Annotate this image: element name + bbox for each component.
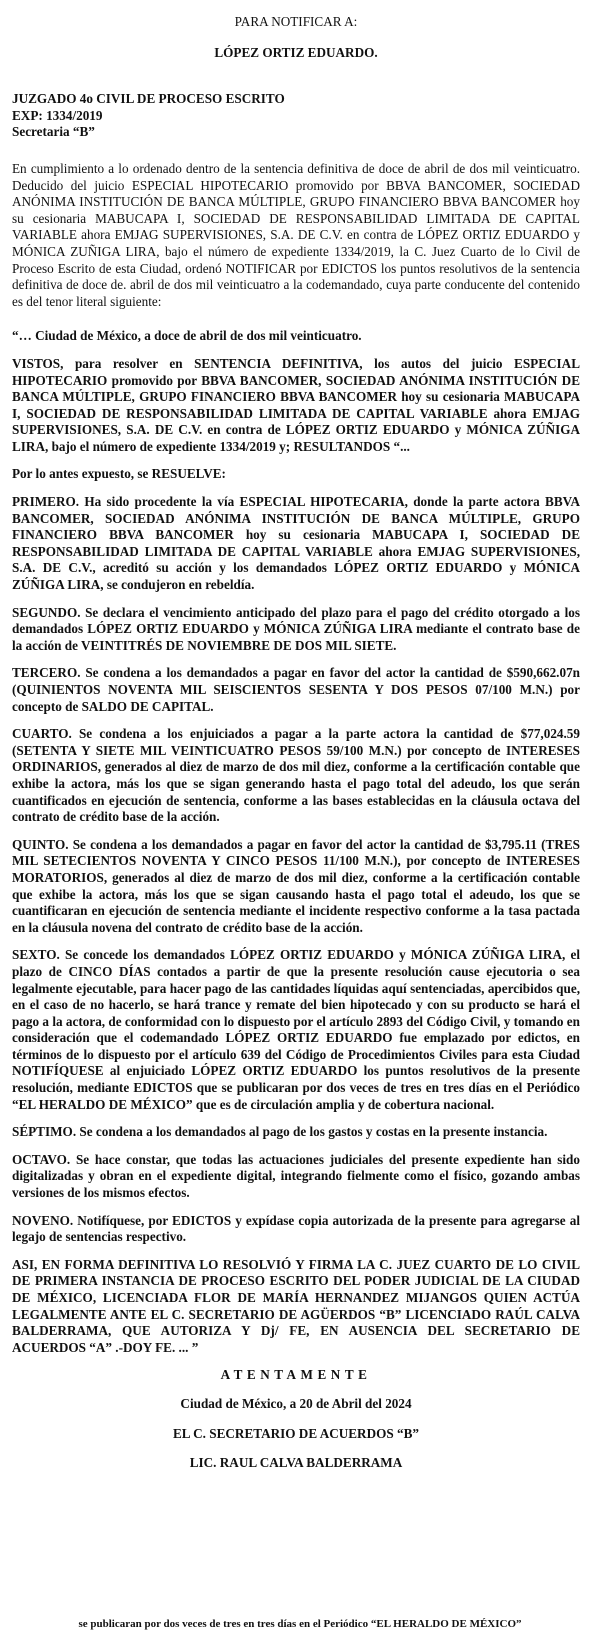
secretaria-label: Secretaria “B” bbox=[12, 124, 95, 140]
quote-opening: “… Ciudad de México, a doce de abril de dos mil veinticuatro. bbox=[12, 328, 362, 344]
signature-name: LIC. RAUL CALVA BALDERRAMA bbox=[189, 1455, 403, 1471]
recipient-name: LÓPEZ ORTIZ EDUARDO. bbox=[214, 44, 378, 60]
point-primero: PRIMERO. Ha sido procedente la vía ESPECIAL HIPOTECARIA, donde la parte actora BBVA BANCOMER, SOCIEDAD ANÓNIMA INSTITUCIÓN DE BANCA MÚLTIPLE, GRUPO FINANCIERO BBVA BANCOMER hoy su cesionaria MABUCAPA I, SOCIEDAD DE RESPONSABILIDAD LIMITADA DE CAPITAL VARIABLE ahora EMJAG SUPERVISIONES, S.A. DE C.V., acreditó su acción y los demandados LÓPEZ ORTIZ EDUARDO y MÓNICA ZÚÑIGA LIRA, se condujeron en rebeldía. bbox=[12, 494, 580, 593]
court-block bbox=[12, 91, 580, 141]
signature-date: Ciudad de México, a 20 de Abril del 2024 bbox=[180, 1395, 412, 1411]
case-number: EXP: 1334/2019 bbox=[12, 107, 103, 123]
closing-paragraph: ASI, EN FORMA DEFINITIVA LO RESOLVIÓ Y FIRMA LA C. JUEZ CUARTO DE LO CIVIL DE PRIMERA INSTANCIA DE PROCESO ESCRITO DEL PODER JUDICIAL DE LA CIUDAD DE MÉXICO, LICENCIADA FLOR DE MARÍA HERNANDEZ MIJANGOS QUIEN ACTÚA LEGALMENTE ANTE EL C. SECRETARIO DE AGÜERDOS “B” LICENCIADO RAÚL CALVA BALDERRAMA, QUE AUTORIZA Y Dj/ FE, EN AUSENCIA DEL SECRETARIO DE ACUERDOS “A” .-DOY FE. ... ” bbox=[12, 1256, 580, 1355]
point-tercero: TERCERO. Se condena a los demandados a pagar en favor del actor la cantidad de $590,662.07n (QUINIENTOS NOVENTA MIL SEISCIENTOS SESENTA Y DOS PESOS 07/100 M.N.) por concepto de SALDO DE CAPITAL. bbox=[12, 665, 580, 714]
court-name: JUZGADO 4o CIVIL DE PROCESO ESCRITO bbox=[12, 91, 285, 107]
notify-heading: PARA NOTIFICAR A: bbox=[234, 14, 358, 29]
signature-role: EL C. SECRETARIO DE ACUERDOS “B” bbox=[173, 1425, 419, 1441]
atentamente-heading: ATENTAMENTE bbox=[220, 1367, 372, 1383]
intro-paragraph: En cumplimiento a lo ordenado dentro de la sentencia definitiva de doce de abril de dos mil veinticuatro. Deducido del juicio ESPECIAL HIPOTECARIO promovido por BBVA BANCOMER, SOCIEDAD ANÓNIMA INSTITUCIÓN DE BANCA MÚLTIPLE, GRUPO FINANCIERO BBVA BANCOMER hoy su cesionaria MABUCAPA I, SOCIEDAD DE RESPONSABILIDAD LIMITADA DE CAPITAL VARIABLE ahora EMJAG SUPERVISIONES, S.A. DE C.V. en contra de LÓPEZ ORTIZ EDUARDO y MÓNICA ZUÑIGA LIRA, bajo el número de expediente 1334/2019, la C. Juez Cuarto de lo Civil de Proceso Escrito de esta Ciudad, ordenó NOTIFICAR por EDICTOS los puntos resolutivos de la sentencia definitiva de doce de. abril de dos mil veinticuatro a la codemandado, cuya parte conducente del contenido es del tenor literal siguiente: bbox=[12, 160, 580, 309]
point-noveno: NOVENO. Notifíquese, por EDICTOS y expídase copia autorizada de la presente para agregarse al legajo de sentencias respectivo. bbox=[12, 1212, 580, 1245]
publication-footer: se publicaran por dos veces de tres en tres días en el Periódico “EL HERALDO DE MÉXICO” bbox=[78, 1618, 522, 1630]
point-septimo: SÉPTIMO. Se condena a los demandados al pago de los gastos y costas en la presente instancia. bbox=[12, 1124, 548, 1140]
point-octavo: OCTAVO. Se hace constar, que todas las actuaciones judiciales del presente expediente han sido digitalizadas y obran en el expediente digital, integrando fielmente como el físico, gozando ambas versiones de los mismos efectos. bbox=[12, 1151, 580, 1201]
resuelve-heading: Por lo antes expuesto, se RESUELVE: bbox=[12, 466, 226, 482]
point-quinto: QUINTO. Se condena a los demandados a pagar en favor del actor la cantidad de $3,795.11 (TRES MIL SETECIENTOS NOVENTA Y CINCO PESOS 11/100 M.N.), por concepto de INTERESES MORATORIOS, generados al diez de marzo de dos mil diez, conforme a la certificación contable que exhibe la actora, más los que se sigan causando hasta el pago total el adeudo, los que se cuantificaran en ejecución de sentencia mediante el incidente respectivo conforme a la tasa pactada en la cláusula novena del contrato de crédito base de la acción. bbox=[12, 836, 580, 935]
point-segundo: SEGUNDO. Se declara el vencimiento anticipado del plazo para el pago del crédito otorgado a los demandados LÓPEZ ORTIZ EDUARDO y MÓNICA ZÚÑIGA LIRA mediante el contrato base de la acción de VEINTITRÉS DE NOVIEMBRE DE DOS MIL SIETE. bbox=[12, 604, 580, 653]
vistos-paragraph: VISTOS, para resolver en SENTENCIA DEFINITIVA, los autos del juicio ESPECIAL HIPOTECARIO promovido por BBVA BANCOMER, SOCIEDAD ANÓNIMA INSTITUCIÓN DE BANCA MÚLTIPLE, GRUPO FINANCIERO BBVA BANCOMER hoy su cesionaria MABUCAPA I, SOCIEDAD DE RESPONSABILIDAD LIMITADA DE CAPITAL VARIABLE ahora EMJAG SUPERVISIONES, S.A. DE C.V. en contra de LÓPEZ ORTIZ EDUARDO y MÓNICA ZÚÑIGA LIRA, bajo el número de expediente 1334/2019 y; RESULTANDOS “... bbox=[12, 355, 580, 454]
point-cuarto: CUARTO. Se condena a los enjuiciados a pagar a la parte actora la cantidad de $77,024.59 (SETENTA Y SIETE MIL VEINTICUATRO PESOS 59/100 M.N.) por concepto de INTERESES ORDINARIOS, generados al diez de marzo de dos mil diez, conforme a la certificación contable que exhibe la actora, más los que se sigan generando hasta el pago total del adeudo, los que serán cuantificados en ejecución de sentencia, conforme a las bases establecidas en la cláusula octava del contrato de crédito base de la acción. bbox=[12, 726, 580, 825]
point-sexto: SEXTO. Se concede los demandados LÓPEZ ORTIZ EDUARDO y MÓNICA ZÚÑIGA LIRA, el plazo de CINCO DÍAS contados a partir de que la presente resolución cause ejecutoria o sea legalmente ejecutable, para hacer pago de las cantidades líquidas aquí sentenciadas, apercibidos que, en el caso de no hacerlo, se hará trance y remate del bien hipotecado y con su producto se hará el pago a la actora, de conformidad con lo dispuesto por el artículo 2893 del Código Civil, y tomando en consideración que el codemandado LÓPEZ ORTIZ EDUARDO fue emplazado por edictos, en términos de lo dispuesto por el artículo 639 del Código de Procedimientos Civiles para esta Ciudad NOTIFÍQUESE al enjuiciado LÓPEZ ORTIZ EDUARDO los puntos resolutivos de la presente resolución, mediante EDICTOS que se publicaran por dos veces de tres en tres días en el Periódico “EL HERALDO DE MÉXICO” que es de circulación amplia y de cobertura nacional. bbox=[12, 947, 580, 1112]
